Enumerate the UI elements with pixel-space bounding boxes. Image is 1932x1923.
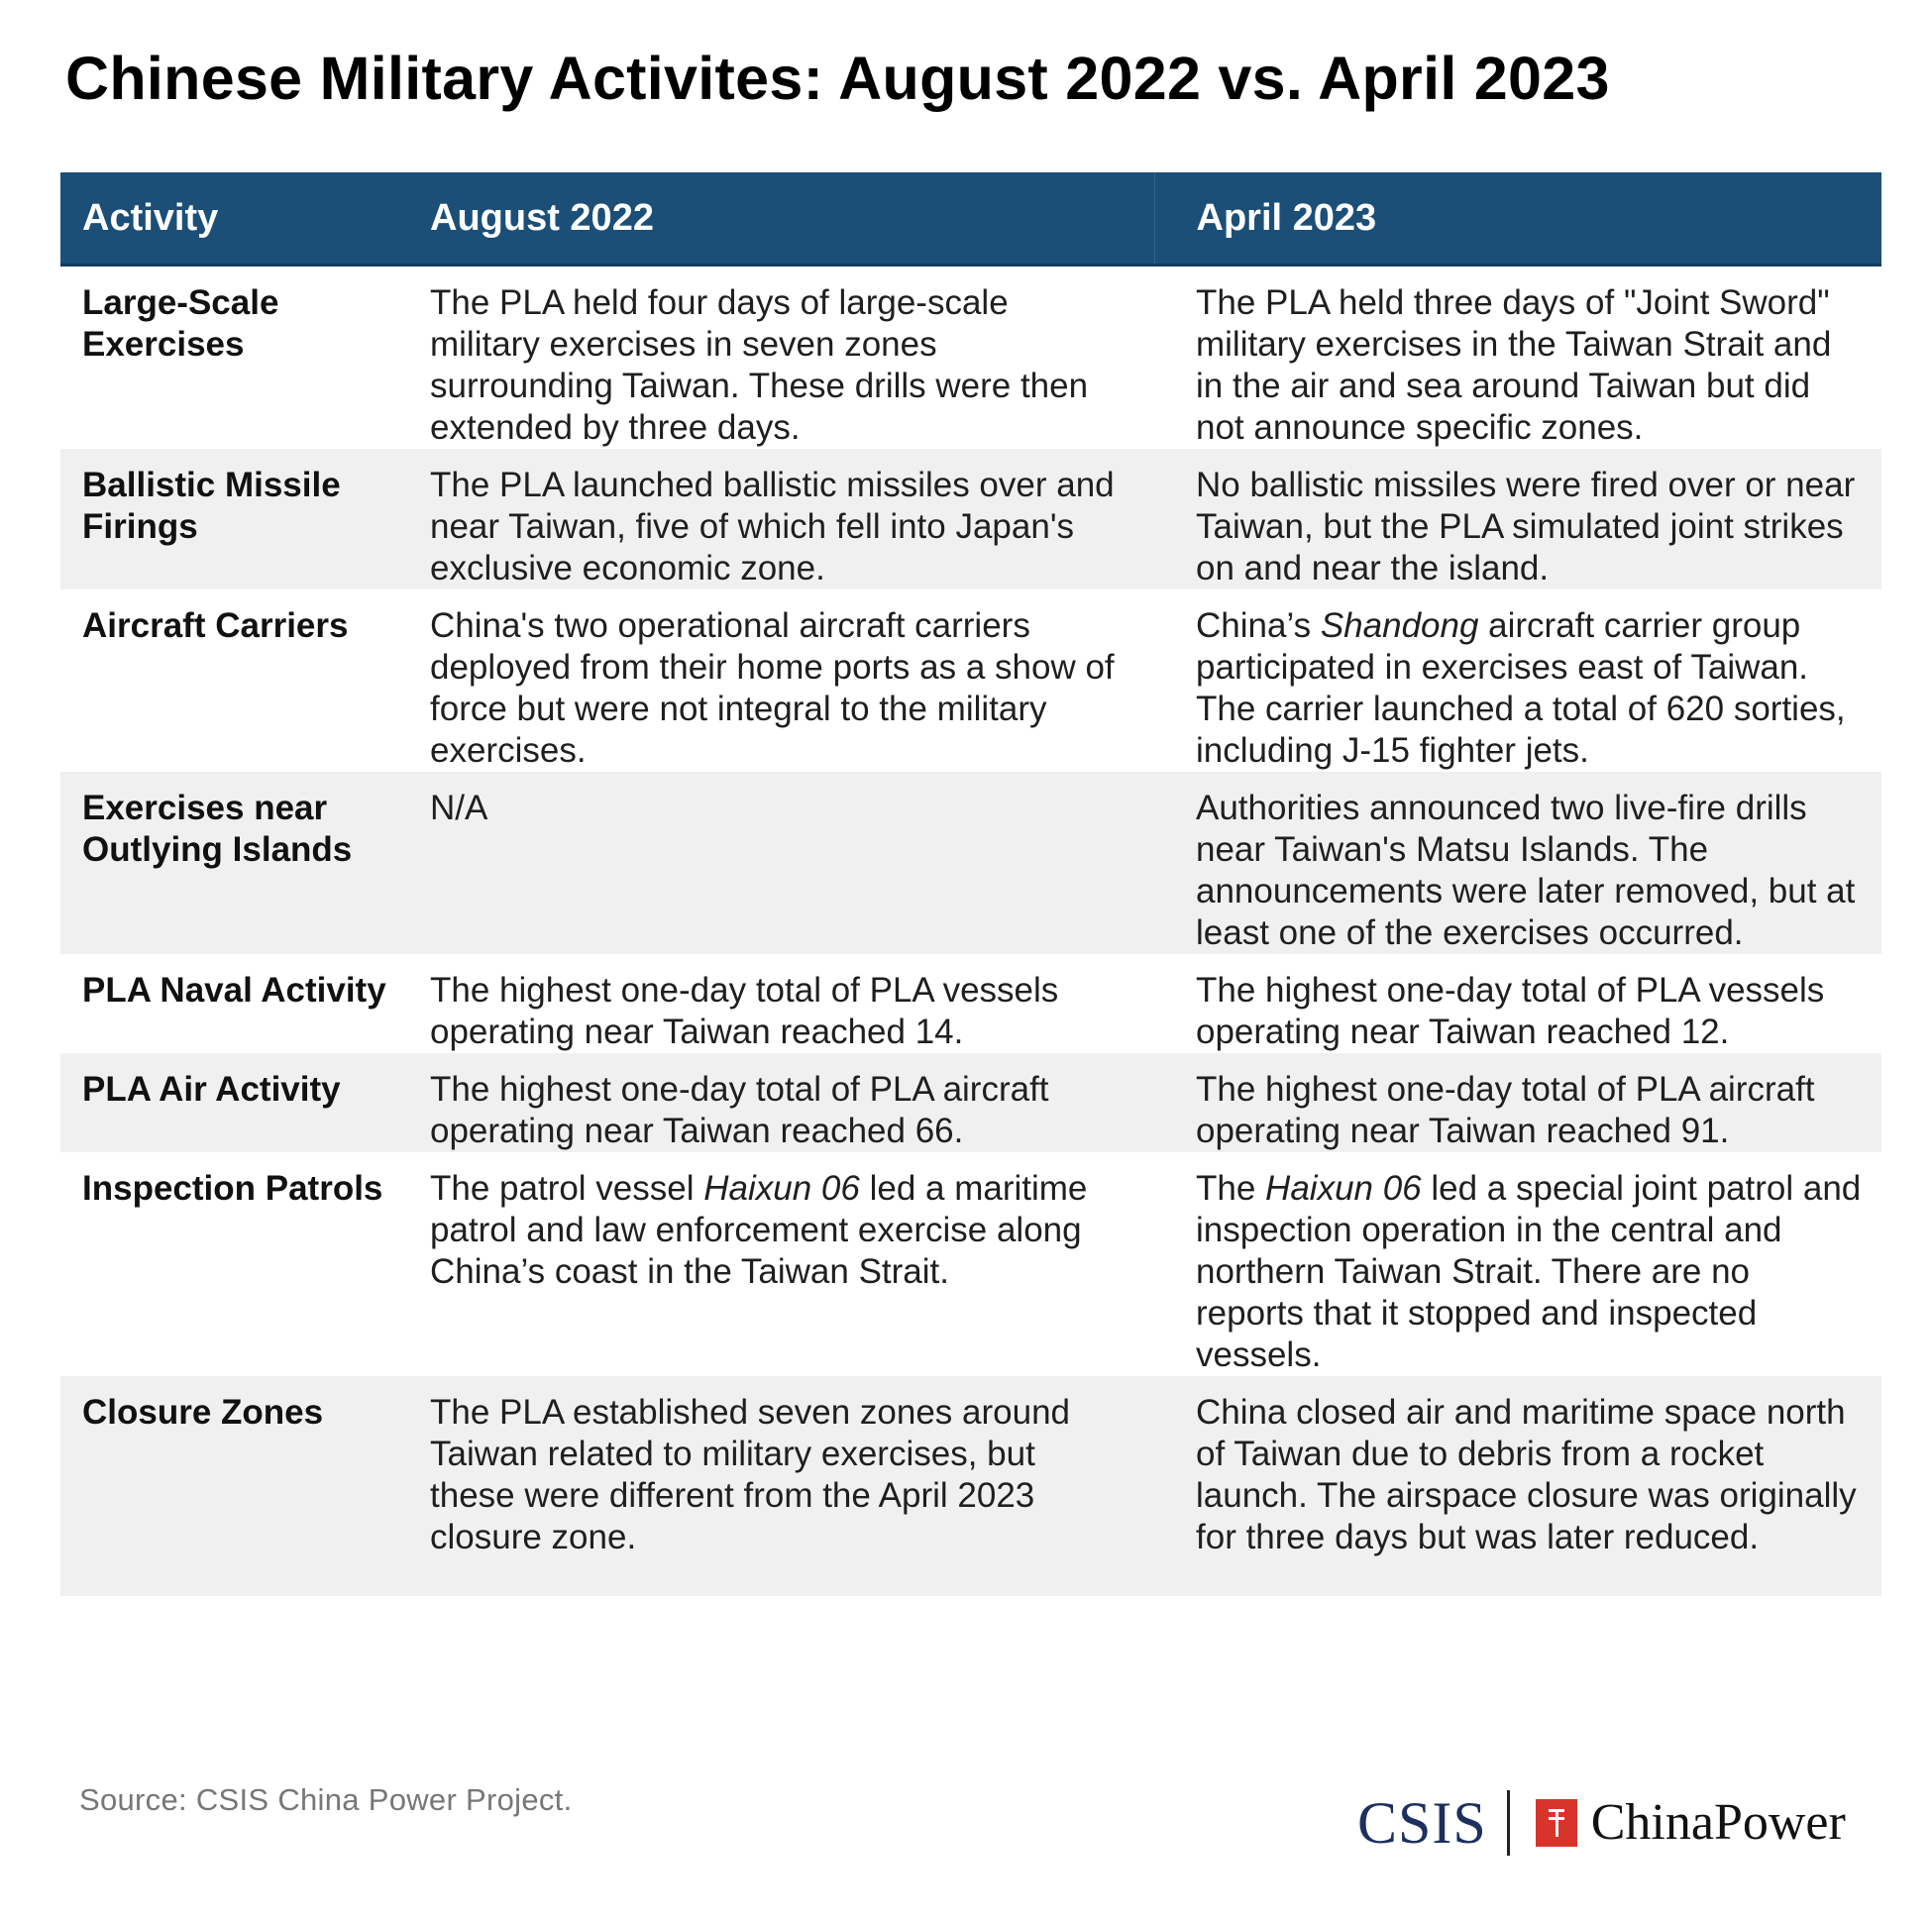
april-2023-cell: The PLA held three days of "Joint Sword" military exercises in the Taiwan Strait and in the air and sea around Taiwan but did not announce specific zones. xyxy=(1196,283,1832,447)
activity-cell: PLA Naval Activity xyxy=(82,971,386,1010)
text-segment: aircraft carrier group participated in exercises east of Taiwan. The carrier launched a total of 620 sorties, including J-15 fighter jets. xyxy=(1196,606,1846,770)
august-2022-cell: The PLA launched ballistic missiles over and near Taiwan, five of which fell into Japan's exclusive economic zone. xyxy=(408,449,1154,589)
logo-divider xyxy=(1507,1790,1510,1856)
activity-cell: Aircraft Carriers xyxy=(82,606,349,645)
csis-logo: CSIS xyxy=(1357,1790,1487,1856)
table-row xyxy=(60,449,1881,589)
august-2022-cell: The highest one-day total of PLA vessels operating near Taiwan reached 14. xyxy=(430,971,1059,1051)
text-segment: China’s xyxy=(1196,606,1321,645)
table-row xyxy=(60,266,1881,450)
table-body xyxy=(60,266,1881,1597)
table-row xyxy=(60,1053,1881,1152)
comparison-table xyxy=(60,172,1881,1596)
table-row xyxy=(60,954,1881,1053)
ship-name-italic: Shandong xyxy=(1320,606,1479,645)
august-2022-cell: The PLA held four days of large-scale military exercises in seven zones surrounding Taiwan. These drills were then extended by three days. xyxy=(430,283,1089,447)
activity-cell: Exercises near Outlying Islands xyxy=(60,772,408,954)
table-row xyxy=(60,1152,1881,1376)
text-segment: The xyxy=(1196,1169,1266,1208)
april-2023-cell: The highest one-day total of PLA aircraft operating near Taiwan reached 91. xyxy=(1154,1053,1881,1152)
table-row xyxy=(60,1376,1881,1596)
august-2022-cell xyxy=(408,1152,1154,1376)
table-row xyxy=(60,772,1881,954)
april-2023-cell xyxy=(1154,1152,1881,1376)
chinapower-logo: ChinaPower xyxy=(1590,1794,1846,1851)
text-segment: The patrol vessel xyxy=(430,1169,704,1208)
header-activity: Activity xyxy=(60,172,408,266)
activity-cell: PLA Air Activity xyxy=(60,1053,408,1152)
april-2023-cell: No ballistic missiles were fired over or near Taiwan, but the PLA simulated joint strikes on and near the island. xyxy=(1154,449,1881,589)
april-2023-cell: Authorities announced two live-fire drills near Taiwan's Matsu Islands. The announcements were later removed, but at least one of the exercises occurred. xyxy=(1154,772,1881,954)
text-segment: led a maritime patrol and law enforcement exercise along China’s coast in the Taiwan Strait. xyxy=(430,1169,1088,1291)
august-2022-cell: China's two operational aircraft carriers deployed from their home ports as a show of force but were not integral to the military exercises. xyxy=(430,606,1115,770)
ship-name-italic: Haixun 06 xyxy=(1265,1169,1422,1208)
table-row xyxy=(60,589,1881,772)
csis-chinapower-logo xyxy=(1357,1783,1846,1863)
page-title: Chinese Military Activites: August 2022 vs. April 2023 xyxy=(65,45,1610,112)
august-2022-cell: N/A xyxy=(408,772,1154,954)
august-2022-cell: The highest one-day total of PLA aircraft operating near Taiwan reached 66. xyxy=(408,1053,1154,1152)
august-2022-cell: The PLA established seven zones around Taiwan related to military exercises, but these were different from the April 2023 closure zone. xyxy=(408,1376,1154,1596)
activity-cell: Ballistic Missile Firings xyxy=(60,449,408,589)
april-2023-cell xyxy=(1154,589,1881,772)
source-note: Source: CSIS China Power Project. xyxy=(79,1782,573,1817)
header-row xyxy=(60,172,1881,266)
april-2023-cell: The highest one-day total of PLA vessels operating near Taiwan reached 12. xyxy=(1196,971,1825,1051)
ship-name-italic: Haixun 06 xyxy=(703,1169,860,1208)
activity-cell: Closure Zones xyxy=(60,1376,408,1596)
chinapower-seal-icon xyxy=(1536,1799,1577,1847)
header-april-2023: April 2023 xyxy=(1154,172,1881,266)
activity-cell: Large-Scale Exercises xyxy=(82,283,279,364)
header-august-2022: August 2022 xyxy=(408,172,1154,266)
text-segment: led a special joint patrol and inspection operation in the central and northern Taiwan Strait. There are no reports that it stopped and inspected vessels. xyxy=(1196,1169,1862,1374)
activity-cell: Inspection Patrols xyxy=(82,1169,383,1208)
april-2023-cell: China closed air and maritime space north of Taiwan due to debris from a rocket launch. The airspace closure was originally for three days but was later reduced. xyxy=(1154,1376,1881,1596)
table-header xyxy=(60,172,1881,266)
